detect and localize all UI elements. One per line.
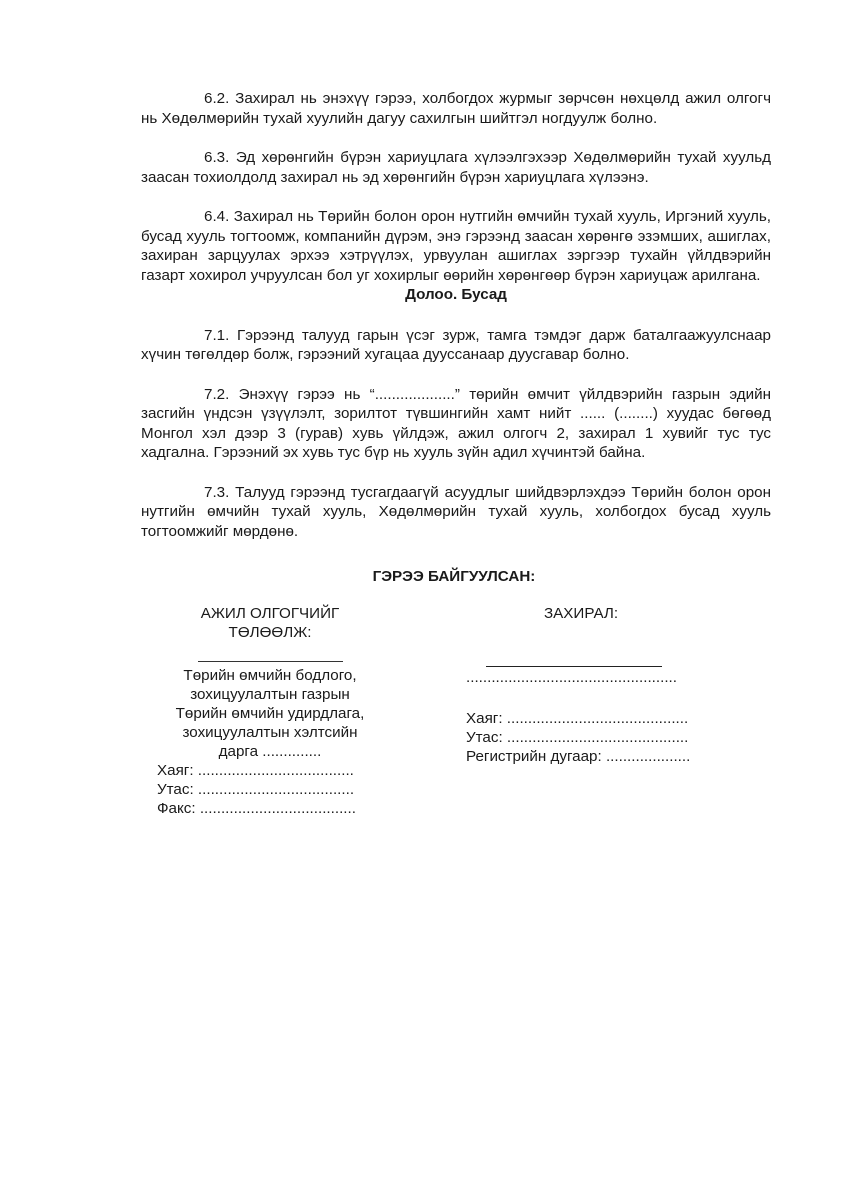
signatures-title: ГЭРЭЭ БАЙГУУЛСАН: bbox=[372, 568, 536, 585]
clause-6-2: 6.2. Захирал нь энэхүү гэрээ, холбогдох журмыг зөрчсөн нөхцөлд ажил олгогч нь Хөдөлмөрийн тухай хуулийн дагуу сахилгын шийтгэл ногдуулж болно. bbox=[141, 90, 771, 127]
director-phone: Утас: ........................................... bbox=[466, 729, 689, 746]
section-heading-other: Долоо. Бусад bbox=[405, 286, 507, 303]
employer-org-line4: зохицуулалтын хэлтсийн bbox=[182, 724, 358, 741]
clause-6-3: 6.3. Эд хөрөнгийн бүрэн хариуцлага хүлээлгэхээр Хөдөлмөрийн тухай хуульд заасан тохиолдолд захирал нь эд хөрөнгийн бүрэн хариуцлага хүлээнэ. bbox=[141, 149, 771, 186]
employer-fax: Факс: ..................................... bbox=[157, 800, 356, 817]
employer-phone: Утас: ..................................... bbox=[157, 781, 355, 798]
employer-org-line3: Төрийн өмчийн удирдлага, bbox=[175, 705, 365, 722]
employer-signature-line bbox=[198, 661, 343, 662]
employer-signature-block bbox=[155, 604, 385, 818]
employer-address: Хаяг: ..................................... bbox=[157, 762, 354, 779]
employer-org-line2: зохицуулалтын газрын bbox=[190, 686, 350, 703]
director-heading: ЗАХИРАЛ: bbox=[544, 605, 619, 622]
document-body bbox=[141, 89, 771, 561]
director-registry: Регистрийн дугаар: .................... bbox=[466, 748, 691, 765]
employer-org-line5: дарга .............. bbox=[218, 743, 322, 760]
clause-6-4: 6.4. Захирал нь Төрийн болон орон нутгийн өмчийн тухай хууль, Иргэний хууль, бусад хууль тогтоомж, компанийн дүрэм, энэ гэрээнд заасан хөрөнгө эзэмших, ашиглах, захиран зарцуулах эрхээ хэтрүүлэх, урвуулан ашиглах зэргээр тухайн үйлдвэрийн газарт хохирол учруулсан бол уг хохирлыг өөрийн хөрөнгөөр бүрэн хариуцаж арилгана. bbox=[141, 208, 771, 284]
employer-heading-line2: ТӨЛӨӨЛЖ: bbox=[228, 624, 312, 641]
director-address: Хаяг: ........................................... bbox=[466, 710, 689, 727]
employer-heading-line1: АЖИЛ ОЛГОГЧИЙГ bbox=[200, 605, 340, 622]
director-name-dots: .................................................. bbox=[466, 669, 677, 686]
director-signature-block bbox=[460, 604, 720, 766]
director-signature-line bbox=[486, 666, 662, 667]
employer-org-line1: Төрийн өмчийн бодлого, bbox=[183, 667, 357, 684]
clause-7-2: 7.2. Энэхүү гэрээ нь “...................” төрийн өмчит үйлдвэрийн газрын эдийн засгийн үндсэн үзүүлэлт, зорилтот түвшингийн хамт нийт ...... (........) хуудас бөгөөд Монгол хэл дээр 3 (гурав) хувь үйлдэж, ажил олгогч 2, захирал 1 хувийг тус тус хадгална. Гэрээний эх хувь тус бүр нь хууль зүйн адил хүчинтэй байна. bbox=[141, 385, 771, 461]
clause-7-3: 7.3. Талууд гэрээнд тусгагдаагүй асуудлыг шийдвэрлэхдээ Төрийн болон орон нутгийн өмчийн тухай хууль, Хөдөлмөрийн тухай хууль, холбогдох бусад хууль тогтоомжийг мөрдөнө. bbox=[141, 483, 771, 540]
clause-7-1: 7.1. Гэрээнд талууд гарын үсэг зурж, тамга тэмдэг дарж баталгаажуулснаар хүчин төгөлдөр болж, гэрээний хугацаа дуусcанаар дуусгавар болно. bbox=[141, 326, 771, 363]
